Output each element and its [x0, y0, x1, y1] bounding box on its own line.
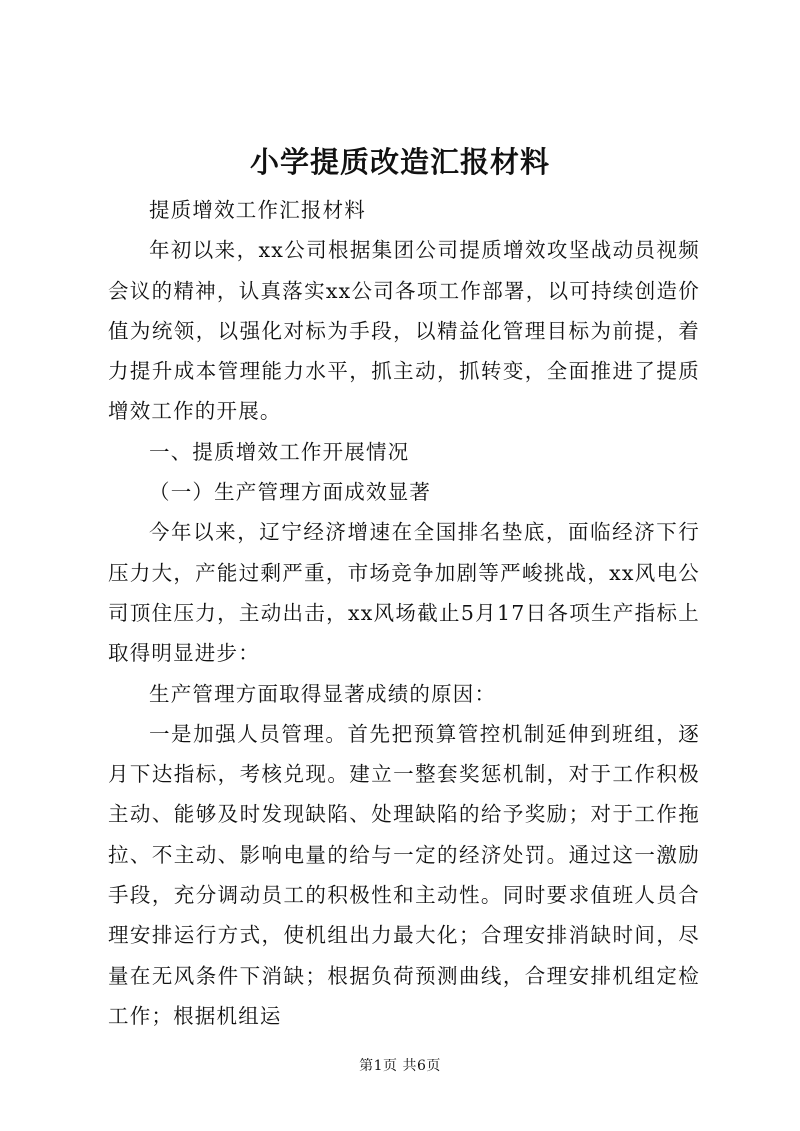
paragraph-intro: 年初以来，xx公司根据集团公司提质增效攻坚战动员视频会议的精神，认真落实xx公司各项工作部署，以可持续创造价值为统领，以强化对标为手段，以精益化管理目标为前提，着力提升成本管理能力水平，抓主动，抓转变，全面推进了提质增效工作的开展。 [108, 238, 700, 424]
paragraph-staff-management: 一是加强人员管理。首先把预算管控机制延伸到班组，逐月下达指标，考核兑现。建立一整套奖惩机制，对于工作积极主动、能够及时发现缺陷、处理缺陷的给予奖励；对于工作拖拉、不主动、影响电量的给与一定的经济处罚。通过这一激励手段，充分调动员工的积极性和主动性。同时要求值班人员合理安排运行方式，使机组出力最大化；合理安排消缺时间，尽量在无风条件下消缺；根据负荷预测曲线，合理安排机组定检工作；根据机组运 [108, 721, 700, 1028]
section-heading: 一、提质增效工作开展情况 [149, 439, 410, 464]
subsection-heading: （一）生产管理方面成效显著 [149, 480, 432, 505]
paragraph-subtitle: 提质增效工作汇报材料 [149, 198, 366, 222]
document-body [108, 190, 700, 1036]
page-number-footer: 第1页 共6页 [359, 1058, 441, 1074]
paragraph-reasons-heading: 生产管理方面取得显著成绩的原因： [149, 681, 497, 706]
document-title: 小学提质改造汇报材料 [249, 145, 550, 179]
paragraph-situation: 今年以来，辽宁经济增速在全国排名垫底，面临经济下行压力大，产能过剩严重，市场竞争加剧等严峻挑战，xx风电公司顶住压力，主动出击，xx风场截止5月17日各项生产指标上取得明显进步： [108, 520, 700, 666]
